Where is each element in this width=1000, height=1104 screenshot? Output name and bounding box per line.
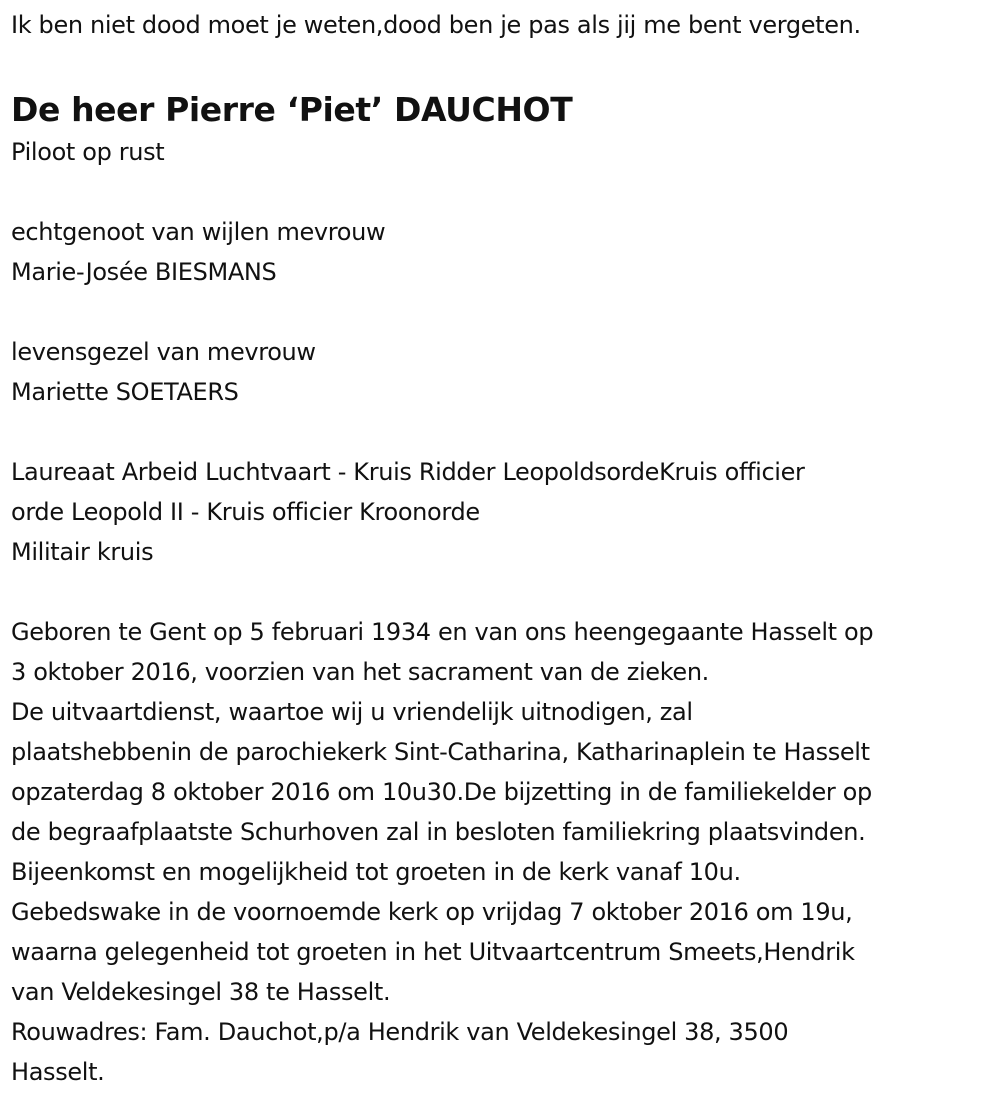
details-block bbox=[11, 612, 993, 1092]
honors-block bbox=[11, 452, 993, 572]
partner-name: Mariette SOETAERS bbox=[11, 378, 239, 406]
spacer bbox=[11, 412, 993, 452]
memorial-quote: Ik ben niet dood moet je weten,dood ben je pas als jij me bent vergeten. bbox=[11, 11, 861, 39]
honors-line: orde Leopold II - Kruis officier Kroonorde bbox=[11, 498, 480, 526]
partner-block bbox=[11, 332, 993, 412]
spacer bbox=[11, 572, 993, 612]
partner-relation: levensgezel van mevrouw bbox=[11, 338, 316, 366]
occupation: Piloot op rust bbox=[11, 138, 165, 166]
details-line: 3 oktober 2016, voorzien van het sacrament van de zieken. bbox=[11, 658, 709, 686]
spacer bbox=[11, 172, 993, 212]
details-line: waarna gelegenheid tot groeten in het Uitvaartcentrum Smeets,Hendrik bbox=[11, 938, 855, 966]
deceased-name: De heer Pierre ‘Piet’ DAUCHOT bbox=[11, 90, 573, 129]
honors-line: Laureaat Arbeid Luchtvaart - Kruis Ridder LeopoldsordeKruis officier bbox=[11, 458, 805, 486]
spouse-name: Marie-Josée BIESMANS bbox=[11, 258, 277, 286]
details-line: Geboren te Gent op 5 februari 1934 en van ons heengegaante Hasselt op bbox=[11, 618, 874, 646]
details-line: opzaterdag 8 oktober 2016 om 10u30.De bijzetting in de familiekelder op bbox=[11, 778, 872, 806]
details-line: plaatshebbenin de parochiekerk Sint-Catharina, Katharinaplein te Hasselt bbox=[11, 738, 870, 766]
details-line: De uitvaartdienst, waartoe wij u vriendelijk uitnodigen, zal bbox=[11, 698, 693, 726]
details-line: van Veldekesingel 38 te Hasselt. bbox=[11, 978, 391, 1006]
details-line: de begraafplaatste Schurhoven zal in besloten familiekring plaatsvinden. bbox=[11, 818, 866, 846]
details-line: Bijeenkomst en mogelijkheid tot groeten in de kerk vanaf 10u. bbox=[11, 858, 741, 886]
spouse-block bbox=[11, 212, 993, 292]
spouse-relation: echtgenoot van wijlen mevrouw bbox=[11, 218, 386, 246]
spacer bbox=[11, 292, 993, 332]
honors-line: Militair kruis bbox=[11, 538, 154, 566]
details-line: Hasselt. bbox=[11, 1058, 105, 1086]
details-line: Rouwadres: Fam. Dauchot,p/a Hendrik van Veldekesingel 38, 3500 bbox=[11, 1018, 789, 1046]
details-line: Gebedswake in de voornoemde kerk op vrijdag 7 oktober 2016 om 19u, bbox=[11, 898, 853, 926]
obituary-notice bbox=[11, 0, 993, 1092]
